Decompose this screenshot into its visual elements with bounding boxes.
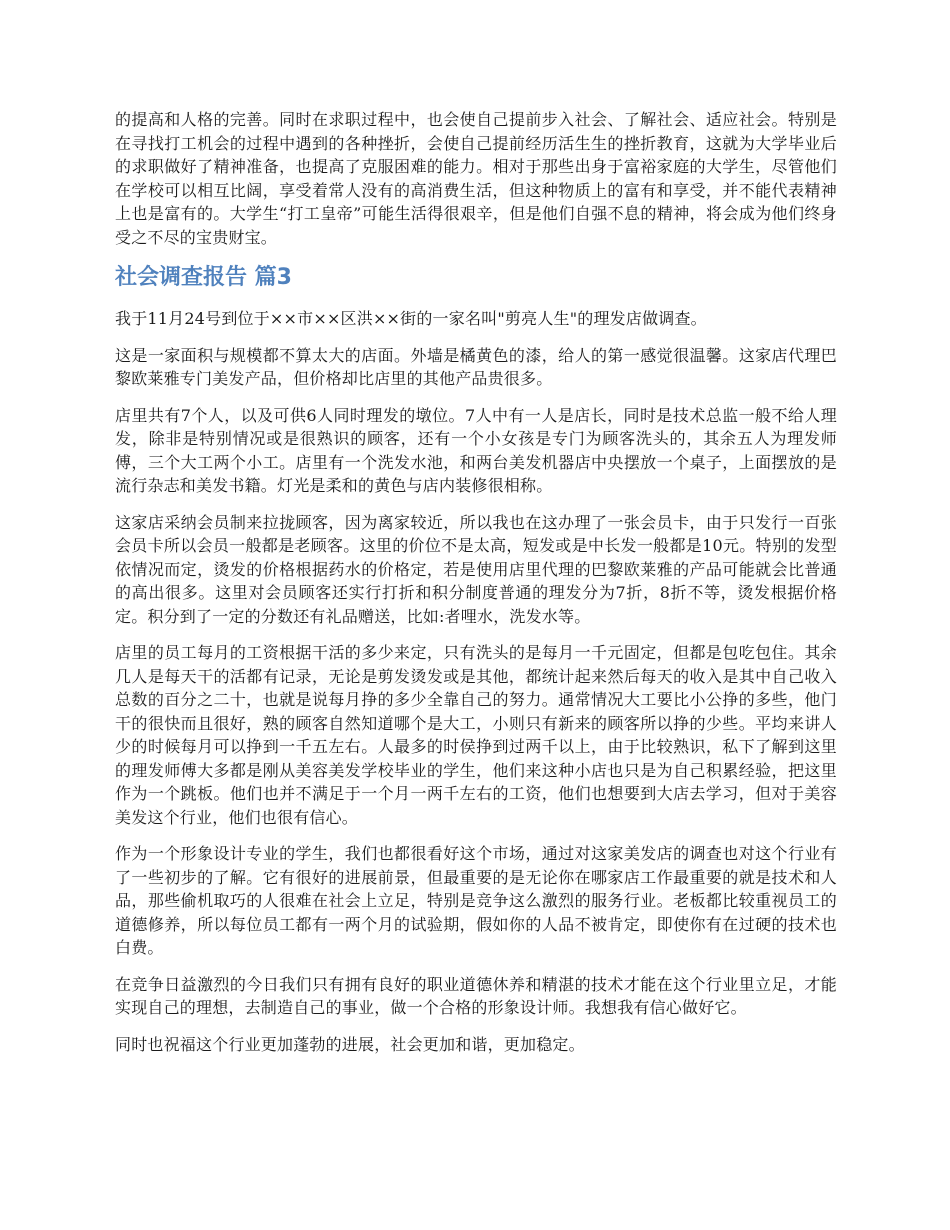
paragraph-6: 作为一个形象设计专业的学生，我们也都很看好这个市场，通过对这家美发店的调查也对这个行业有了一些初步的了解。它有很好的进展前景，但最重要的是无论你在哪家店工作最重要的就是技术和人品，那些偷机取巧的人很难在社会上立足，特别是竞争这么激烈的服务行业。老板都比较重视员工的道德修养，所以每位员工都有一两个月的试验期，假如你的人品不被肯定，即使你有在过硬的技术也白费。 xyxy=(115,844,837,957)
paragraph-5: 店里的员工每月的工资根据干活的多少来定，只有洗头的是每月一千元固定，但都是包吃包住。其余几人是每天干的活都有记录，无论是剪发烫发或是其他，都统计起来然后每天的收入是其中自己收入总数的百分之二十，也就是说每月挣的多少全靠自己的努力。通常情况大工要比小公挣的多些，他门干的很快而且很好，熟的顾客自然知道哪个是大工，小则只有新来的顾客所以挣的少些。平均来讲人少的时候每月可以挣到一千五左右。人最多的时侯挣到过两千以上，由于比较熟识，私下了解到这里的理发师傅大多都是刚从美容美发学校毕业的学生，他们来这种小店也只是为自己积累经验，把这里作为一个跳板。他们也并不满足于一个月一两千左右的工资，他们也想要到大店去学习，但对于美容美发这个行业，他们也很有信心。 xyxy=(115,643,837,827)
paragraph-4: 这家店采纳会员制来拉拢顾客，因为离家较近，所以我也在这办理了一张会员卡，由于只发行一百张会员卡所以会员一般都是老顾客。这里的价位不是太高，短发或是中长发一般都是10元。特别的发型依情况而定，烫发的价格根据药水的价格定，若是使用店里代理的巴黎欧莱雅的产品可能就会比普通的高出很多。这里对会员顾客还实行打折和积分制度普通的理发分为7折，8折不等，烫发根据价格定。积分到了一定的分数还有礼品赠送，比如:者哩水，洗发水等。 xyxy=(115,512,837,626)
paragraph-2: 这是一家面积与规模都不算太大的店面。外墙是橘黄色的漆，给人的第一感觉很温馨。这家店代理巴黎欧莱雅专门美发产品，但价格却比店里的其他产品贵很多。 xyxy=(115,345,837,388)
document-body xyxy=(115,108,837,1069)
paragraph-7: 在竞争日益激烈的今日我们只有拥有良好的职业道德休养和精湛的技术才能在这个行业里立足，才能实现自己的理想，去制造自己的事业，做一个合格的形象设计师。我想我有信心做好它。 xyxy=(115,974,837,1017)
paragraph-3: 店里共有7个人，以及可供6人同时理发的墩位。7人中有一人是店长，同时是技术总监一般不给人理发，除非是特别情况或是很熟识的顾客，还有一个小女孩是专门为顾客洗头的，其余五人为理发师傅，三个大工两个小工。店里有一个洗发水池，和两台美发机器店中央摆放一个桌子，上面摆放的是流行杂志和美发书籍。灯光是柔和的黄色与店内装修很相称。 xyxy=(115,405,837,495)
paragraph-8: 同时也祝福这个行业更加蓬勃的进展，社会更加和谐，更加稳定。 xyxy=(115,1034,585,1054)
paragraph-1: 我于11月24号到位于××市××区洪××街的一家名叫"剪亮人生"的理发店做调查。 xyxy=(115,309,707,328)
section-heading: 社会调查报告 篇3 xyxy=(115,265,292,290)
intro-paragraph: 的提高和人格的完善。同时在求职过程中，也会使自己提前步入社会、了解社会、适应社会。特别是在寻找打工机会的过程中遇到的各种挫折，会使自己提前经历活生生的挫折教育，这就为大学毕业后的求职做好了精神准备，也提高了克服困难的能力。相对于那些出身于富裕家庭的大学生，尽管他们在学校可以相互比阔，享受着常人没有的高消费生活，但这种物质上的富有和享受，并不能代表精神上也是富有的。大学生“打工皇帝”可能生活得很艰辛，但是他们自强不息的精神，将会成为他们终身受之不尽的宝贵财宝。 xyxy=(115,110,837,247)
